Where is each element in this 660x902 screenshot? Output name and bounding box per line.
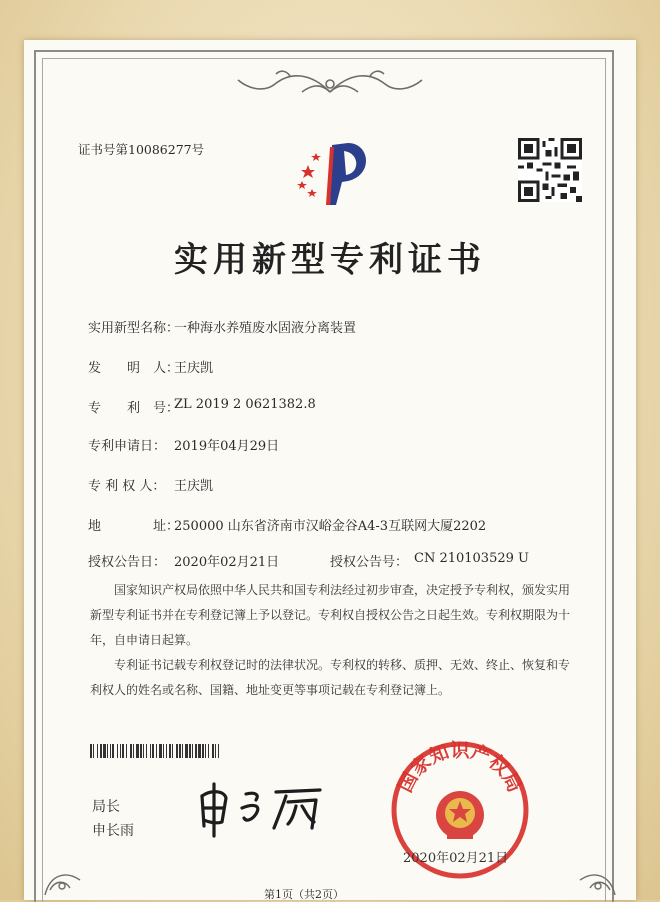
barcode-bar xyxy=(202,744,204,758)
seal-date: 2020年02月21日 xyxy=(403,851,509,866)
barcode-bar xyxy=(189,744,191,758)
director-signature xyxy=(190,778,340,838)
field-value-name: 一种海水养殖废水固液分离装置 xyxy=(174,321,357,336)
certificate-statement xyxy=(90,578,570,703)
barcode-bar xyxy=(122,744,124,758)
barcode-bar xyxy=(218,744,219,758)
barcode-bar xyxy=(136,744,139,758)
announce-date-value: 2020年02月21日 xyxy=(174,555,280,570)
barcode-bar xyxy=(172,744,173,758)
barcode-bar xyxy=(117,744,118,758)
signatory-title: 局长 xyxy=(92,799,120,815)
barcode xyxy=(90,744,298,758)
barcode-bar xyxy=(93,744,94,758)
barcode-bar xyxy=(166,744,167,758)
barcode-bar xyxy=(163,744,164,758)
barcode-bar xyxy=(103,744,106,758)
barcode-bar xyxy=(212,744,214,758)
field-label-patent-number: 专 利 号： xyxy=(88,401,180,416)
announce-number-value: CN 210103529 U xyxy=(414,551,529,566)
bottom-left-ornament xyxy=(40,850,90,900)
bottom-right-ornament xyxy=(570,850,620,900)
announce-number-label: 授权公告号： xyxy=(330,555,409,570)
field-label-inventor: 发 明 人： xyxy=(88,361,180,376)
svg-text:国家知识产权局 xyxy=(394,739,526,796)
field-label-name: 实用新型名称： xyxy=(88,321,180,336)
field-label-address: 地 址： xyxy=(88,519,180,534)
qr-code[interactable] xyxy=(518,138,582,202)
barcode-bar xyxy=(205,744,206,758)
paragraph-grant: 国家知识产权局依照中华人民共和国专利法经过初步审查，决定授予专利权，颁发实用新型专利证书并在专利登记簿上予以登记。专利权自授权公告之日起生效。专利权期限为十年，自申请日起算。 xyxy=(90,583,571,647)
barcode-bar xyxy=(90,744,92,758)
barcode-bar xyxy=(146,744,147,758)
paragraph-legal-status: 专利证书记载专利权登记时的法律状况。专利权的转移、质押、无效、终止、恢复和专利权人的姓名或名称、国籍、地址变更等事项记载在专利登记簿上。 xyxy=(90,658,571,697)
field-value-patentee: 王庆凯 xyxy=(174,479,214,494)
barcode-bar xyxy=(176,744,178,758)
barcode-bar xyxy=(130,744,132,758)
barcode-bar xyxy=(156,744,157,758)
barcode-bar xyxy=(215,744,216,758)
page-number: 第1页（共2页） xyxy=(264,888,344,901)
barcode-bar xyxy=(195,744,197,758)
barcode-bar xyxy=(120,744,121,758)
barcode-bar xyxy=(100,744,102,758)
certificate-number: 证书号第10086277号 xyxy=(78,142,205,157)
barcode-bar xyxy=(97,744,98,758)
barcode-bar xyxy=(140,744,142,758)
field-value-patent-number: ZL 2019 2 0621382.8 xyxy=(174,397,316,412)
barcode-bar xyxy=(152,744,154,758)
barcode-bar xyxy=(198,744,201,758)
certificate-title: 实用新型专利证书 xyxy=(174,240,486,280)
signatory-name: 申长雨 xyxy=(92,823,134,839)
barcode-bar xyxy=(126,744,127,758)
field-label-patentee: 专 利 权 人： xyxy=(88,479,166,494)
field-label-application-date: 专利申请日： xyxy=(88,439,167,454)
field-value-inventor: 王庆凯 xyxy=(174,361,214,376)
announce-date-label: 授权公告日： xyxy=(88,555,167,570)
patent-office-emblem-icon xyxy=(290,135,380,215)
barcode-bar xyxy=(143,744,144,758)
top-ornament xyxy=(230,62,430,102)
barcode-bar xyxy=(112,744,114,758)
barcode-bar xyxy=(133,744,134,758)
barcode-bar xyxy=(185,744,188,758)
barcode-bar xyxy=(150,744,151,758)
seal-text: 国家知识产权局 xyxy=(394,739,526,796)
field-value-application-date: 2019年04月29日 xyxy=(174,439,280,454)
barcode-bar xyxy=(107,744,108,758)
field-value-address: 250000 山东省济南市汉峪金谷A4-3互联网大厦2202 xyxy=(174,519,487,534)
barcode-bar xyxy=(192,744,193,758)
barcode-bar xyxy=(182,744,183,758)
barcode-bar xyxy=(208,744,209,758)
barcode-bar xyxy=(169,744,171,758)
barcode-bar xyxy=(179,744,181,758)
barcode-bar xyxy=(110,744,111,758)
barcode-bar xyxy=(159,744,162,758)
